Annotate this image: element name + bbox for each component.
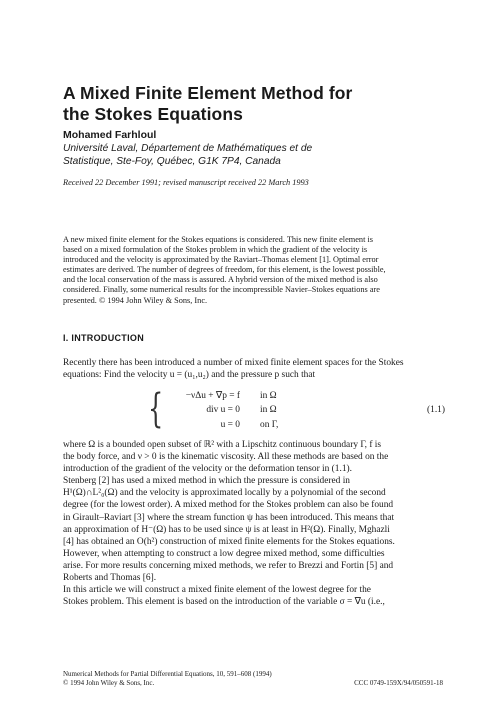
section-heading: I. INTRODUCTION xyxy=(63,333,144,343)
ccc-code: CCC 0749-159X/94/050591-18 xyxy=(354,678,443,687)
equation-lhs: −νΔu + ∇p = f xyxy=(185,391,240,401)
abstract-line: considered. Finally, some numerical results for the incompressible Navier–Stokes equations are xyxy=(63,285,380,295)
body-line: where Ω is a bounded open subset of ℝ² with a Lipschitz continuous boundary Γ, f is xyxy=(63,440,382,450)
body-line: the body force, and ν > 0 is the kinematic viscosity. All these methods are based on the xyxy=(63,452,389,463)
abstract-line: and the local conservation of the mass is assured. A hybrid version of the mixed method is also xyxy=(63,275,378,285)
equation-row xyxy=(168,420,278,430)
body-line: Stenberg [2] has used a mixed method in which the pressure is considered in xyxy=(63,476,350,487)
equation-domain: in Ω xyxy=(260,391,277,401)
equation-lhs: div u = 0 xyxy=(206,405,240,415)
body-line: H¹(Ω)∩L²₀(Ω) and the velocity is approximated locally by a polynomial of the second xyxy=(63,488,386,499)
body-line: an approximation of H⁻(Ω) has to be used since ψ is at least in H²(Ω). Finally, Mghazli xyxy=(63,524,390,535)
affiliation-line-1: Université Laval, Département de Mathématiques et de xyxy=(63,143,313,154)
equation-number: (1.1) xyxy=(427,405,445,415)
equation-domain: on Γ, xyxy=(260,420,279,430)
abstract-line: introduced and the velocity is approximated by the Raviart–Thomas element [1]. Optimal error xyxy=(63,255,379,265)
abstract xyxy=(63,235,443,306)
body-line: degree (for the lowest order). A mixed method for the Stokes problem can also be found xyxy=(63,500,394,511)
copyright-notice: © 1994 John Wiley & Sons, Inc. xyxy=(63,678,155,687)
received-dates: Received 22 December 1991; revised manuscript received 22 March 1993 xyxy=(63,178,309,187)
equation-row xyxy=(168,405,277,415)
affiliation-line-2: Statistique, Ste-Foy, Québec, G1K 7P4, Canada xyxy=(63,156,281,167)
left-brace: { xyxy=(148,386,164,432)
abstract-line: estimates are derived. The number of degrees of freedom, for this element, is the lowest possible, xyxy=(63,265,386,275)
equation-domain: in Ω xyxy=(260,405,277,415)
intro-paragraph xyxy=(63,357,443,381)
journal-citation: Numerical Methods for Partial Differential Equations, 10, 591–608 (1994) xyxy=(63,670,272,678)
body-line: arise. For more results concerning mixed methods, we refer to Brezzi and Fortin [5] and xyxy=(63,560,394,571)
title-line-1: A Mixed Finite Element Method for xyxy=(63,83,353,103)
body-line: [4] has obtained an O(h²) construction of mixed finite elements for the Stokes equations. xyxy=(63,536,395,547)
author-name: Mohamed Farhloul xyxy=(63,129,157,141)
body-line: Roberts and Thomas [6]. xyxy=(63,573,157,584)
equation-lhs: u = 0 xyxy=(220,420,240,430)
body-line: introduction of the gradient of the velocity or the deformation tensor in (1.1). xyxy=(63,464,352,475)
footer-journal-row xyxy=(63,670,443,679)
footer-copyright-row xyxy=(63,679,443,688)
abstract-line: presented. © 1994 John Wiley & Sons, Inc. xyxy=(63,295,208,305)
author-affiliation xyxy=(63,142,463,168)
body-line: equations: Find the velocity u = (u₁,u₂) and the pressure p such that xyxy=(63,370,316,381)
body-line: However, when attempting to construct a low degree mixed method, some difficulties xyxy=(63,548,385,559)
body-line: Recently there has been introduced a number of mixed finite element spaces for the Stokes xyxy=(63,358,404,368)
title-line-2: the Stokes Equations xyxy=(63,104,243,124)
body-line: In this article we will construct a mixed finite element of the lowest degree for the xyxy=(63,585,371,596)
body-paragraphs xyxy=(63,439,443,608)
body-line: Stokes problem. This element is based on the introduction of the variable σ = ∇u (i.e., xyxy=(63,597,385,608)
abstract-line: based on a mixed formulation of the Stokes problem in which the gradient of the velocity is xyxy=(63,245,368,255)
body-line: in Girault–Raviart [3] where the stream function ψ has been introduced. This means that xyxy=(63,512,395,523)
equation-block xyxy=(148,388,448,434)
page-footer xyxy=(63,670,443,687)
equation-row xyxy=(168,390,277,401)
abstract-line: A new mixed finite element for the Stokes equations is considered. This new finite element is xyxy=(63,235,373,244)
paper-title xyxy=(63,83,443,125)
